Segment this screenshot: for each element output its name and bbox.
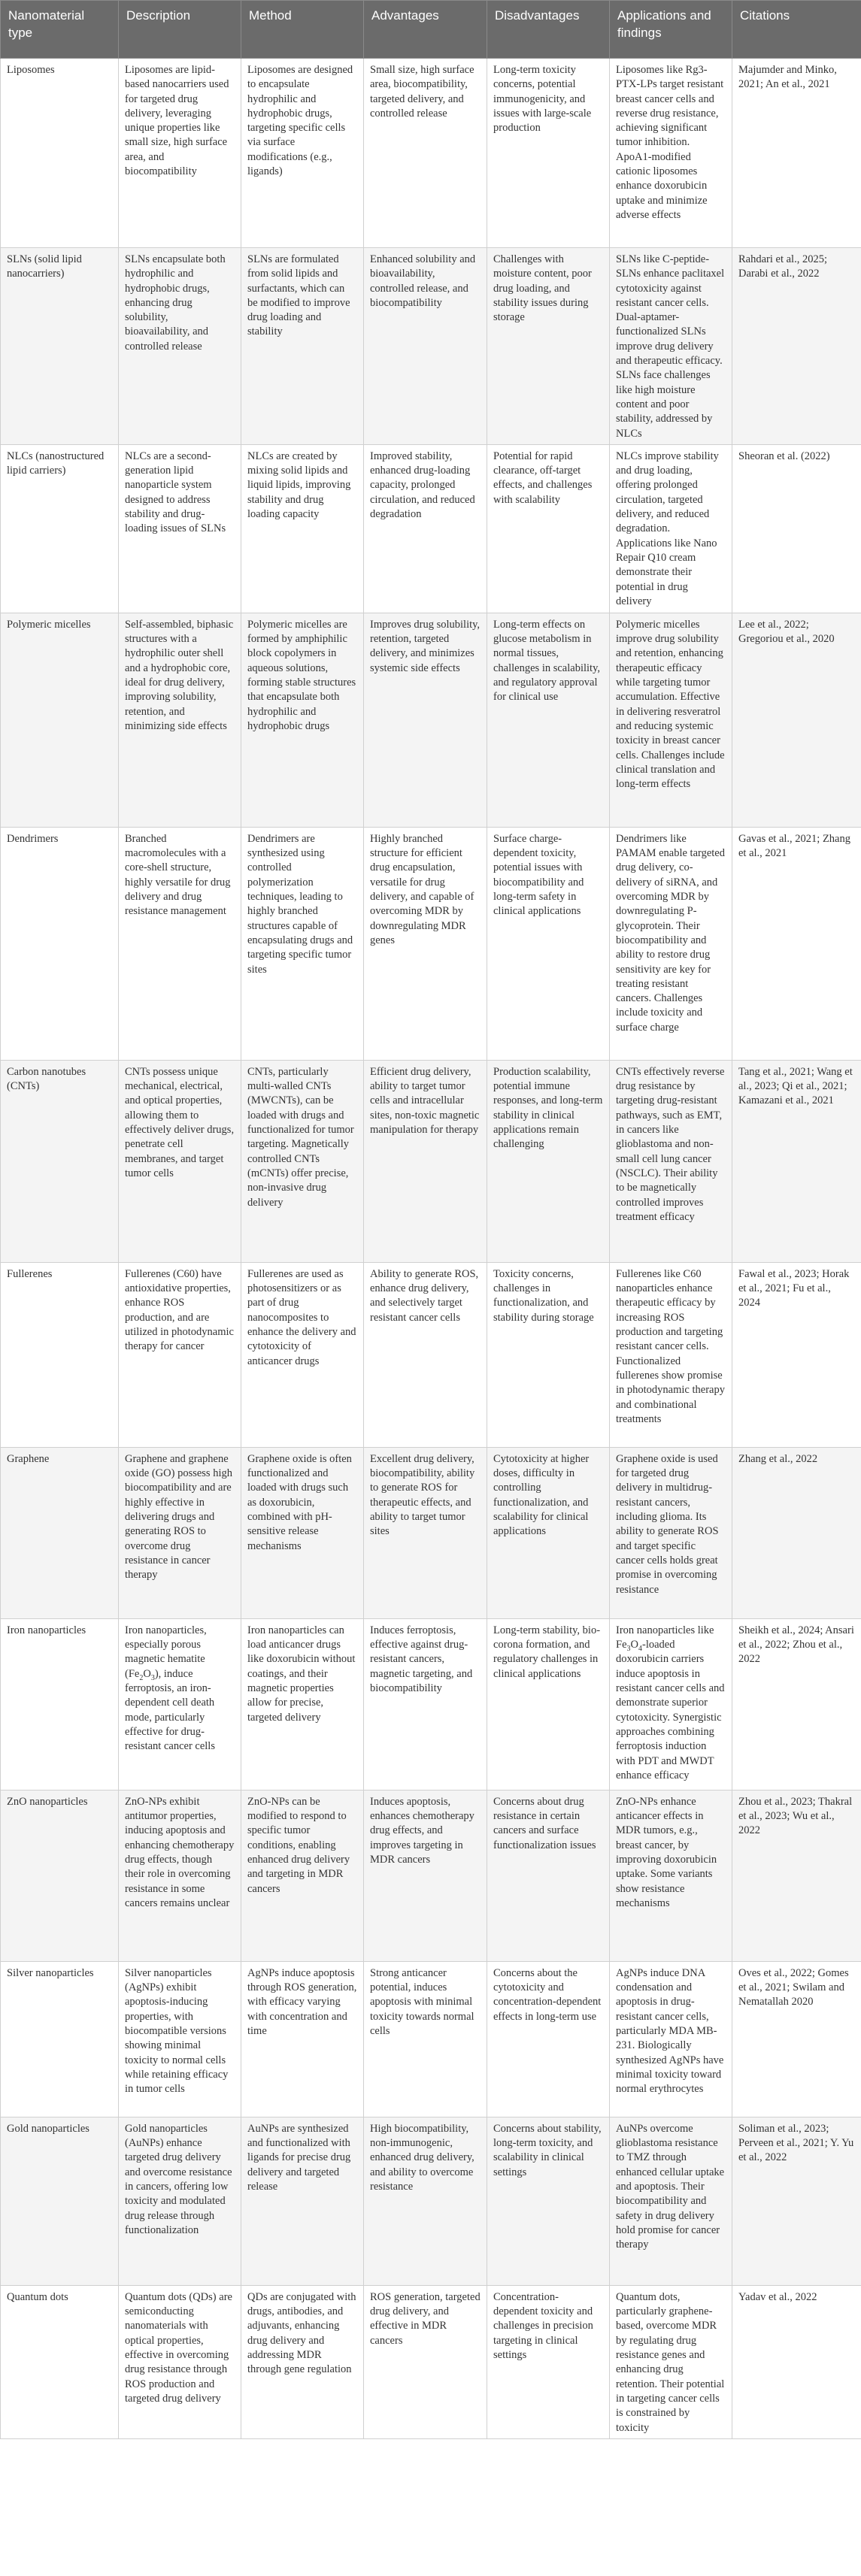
header-description: Description bbox=[119, 1, 241, 59]
cell-advantages: Induces apoptosis, enhances chemotherapy drug effects, and improves targeting in MDR cancers bbox=[364, 1790, 487, 1961]
cell-advantages: Strong anticancer potential, induces apoptosis with minimal toxicity towards normal cells bbox=[364, 1961, 487, 2117]
cell-type: Iron nanoparticles bbox=[1, 1618, 119, 1790]
cell-method: NLCs are created by mixing solid lipids and liquid lipids, improving stability and drug loading capacity bbox=[241, 444, 364, 613]
cell-disadvantages: Surface charge-dependent toxicity, potential issues with biocompatibility and long-term safety in clinical applications bbox=[487, 827, 610, 1060]
cell-applications: Polymeric micelles improve drug solubility and retention, enhancing therapeutic efficacy while targeting tumor accumulation. Effective in delivering resveratrol and reducing systemic toxicity in breast cancer cells. Challenges include clinical translation and long-term effects bbox=[610, 613, 732, 827]
cell-type: Dendrimers bbox=[1, 827, 119, 1060]
cell-disadvantages: Long-term toxicity concerns, potential immunogenicity, and issues with large-scale production bbox=[487, 59, 610, 248]
cell-advantages: Small size, high surface area, biocompatibility, targeted delivery, and controlled release bbox=[364, 59, 487, 248]
cell-disadvantages: Toxicity concerns, challenges in functionalization, and stability during storage bbox=[487, 1262, 610, 1447]
cell-type: NLCs (nanostructured lipid carriers) bbox=[1, 444, 119, 613]
cell-disadvantages: Challenges with moisture content, poor drug loading, and stability issues during storage bbox=[487, 248, 610, 445]
cell-advantages: Highly branched structure for efficient drug encapsulation, versatile for drug delivery, and capable of overcoming MDR by downregulating MDR genes bbox=[364, 827, 487, 1060]
cell-method: QDs are conjugated with drugs, antibodies, and adjuvants, enhancing drug delivery and addressing MDR through gene regulation bbox=[241, 2285, 364, 2438]
table-row bbox=[1, 59, 861, 248]
cell-disadvantages: Cytotoxicity at higher doses, difficulty in controlling functionalization, and scalability for clinical applications bbox=[487, 1447, 610, 1618]
table-row bbox=[1, 1262, 861, 1447]
cell-description: ZnO-NPs exhibit antitumor properties, inducing apoptosis and enhancing chemotherapy drug effects, though their role in overcoming resistance in some cancers remains unclear bbox=[119, 1790, 241, 1961]
cell-citations: Fawal et al., 2023; Horak et al., 2021; Fu et al., 2024 bbox=[732, 1262, 861, 1447]
cell-applications: AuNPs overcome glioblastoma resistance to TMZ through enhanced cellular uptake and apoptosis. Their biocompatibility and safety in drug delivery hold promise for cancer therapy bbox=[610, 2117, 732, 2285]
cell-applications: Liposomes like Rg3-PTX-LPs target resistant breast cancer cells and reverse drug resistance, achieving significant tumor inhibition. ApoA1-modified cationic liposomes enhance doxorubicin uptake and minimize adverse effects bbox=[610, 59, 732, 248]
cell-citations: Yadav et al., 2022 bbox=[732, 2285, 861, 2438]
subscript: 3 bbox=[150, 1673, 155, 1682]
cell-citations: Zhou et al., 2023; Thakral et al., 2023; Wu et al., 2022 bbox=[732, 1790, 861, 1961]
cell-advantages: ROS generation, targeted drug delivery, and effective in MDR cancers bbox=[364, 2285, 487, 2438]
cell-disadvantages: Potential for rapid clearance, off-target effects, and challenges with scalability bbox=[487, 444, 610, 613]
cell-advantages: Efficient drug delivery, ability to target tumor cells and intracellular sites, non-toxic magnetic manipulation for therapy bbox=[364, 1060, 487, 1262]
cell-type: Liposomes bbox=[1, 59, 119, 248]
cell-disadvantages: Concentration-dependent toxicity and challenges in precision targeting in clinical settings bbox=[487, 2285, 610, 2438]
cell-citations: Gavas et al., 2021; Zhang et al., 2021 bbox=[732, 827, 861, 1060]
header-applications: Applications and findings bbox=[610, 1, 732, 59]
cell-citations: Soliman et al., 2023; Perveen et al., 2021; Y. Yu et al., 2022 bbox=[732, 2117, 861, 2285]
cell-advantages: Enhanced solubility and bioavailability, controlled release, and biocompatibility bbox=[364, 248, 487, 445]
table-row bbox=[1, 827, 861, 1060]
cell-type: Fullerenes bbox=[1, 1262, 119, 1447]
table-row bbox=[1, 1447, 861, 1618]
cell-method: AgNPs induce apoptosis through ROS generation, with efficacy varying with concentration and time bbox=[241, 1961, 364, 2117]
cell-applications: AgNPs induce DNA condensation and apoptosis in drug-resistant cancer cells, particularly MDA MB-231. Biologically synthesized AgNPs have minimal toxicity toward normal erythrocytes bbox=[610, 1961, 732, 2117]
subscript: 2 bbox=[139, 1673, 144, 1682]
cell-description: Fullerenes (C60) have antioxidative properties, enhance ROS production, and are utilized in photodynamic therapy for cancer bbox=[119, 1262, 241, 1447]
table-header-row bbox=[1, 1, 861, 59]
cell-type: Polymeric micelles bbox=[1, 613, 119, 827]
text-run: ), induce ferroptosis, an iron-dependent cell death mode, particularly effective for drug-resistant cancer cells bbox=[125, 1667, 215, 1753]
cell-applications: ZnO-NPs enhance anticancer effects in MDR tumors, e.g., breast cancer, by improving doxorubicin uptake. Some variants show resistance mechanisms bbox=[610, 1790, 732, 1961]
cell-method: AuNPs are synthesized and functionalized with ligands for precise drug delivery and targeted release bbox=[241, 2117, 364, 2285]
cell-disadvantages: Concerns about drug resistance in certain cancers and surface functionalization issues bbox=[487, 1790, 610, 1961]
table-row bbox=[1, 1790, 861, 1961]
cell-type: ZnO nanoparticles bbox=[1, 1790, 119, 1961]
cell-disadvantages: Long-term effects on glucose metabolism in normal tissues, challenges in scalability, and regulatory approval for clinical use bbox=[487, 613, 610, 827]
cell-applications: CNTs effectively reverse drug resistance by targeting drug-resistant pathways, such as EMT, in cancers like glioblastoma and non-small cell lung cancer (NSCLC). Their ability to be magnetically controlled improves treatment efficacy bbox=[610, 1060, 732, 1262]
cell-citations: Lee et al., 2022; Gregoriou et al., 2020 bbox=[732, 613, 861, 827]
cell-description: Silver nanoparticles (AgNPs) exhibit apoptosis-inducing properties, with biocompatible versions showing minimal toxicity to normal cells while retaining efficacy in tumor cells bbox=[119, 1961, 241, 2117]
cell-citations: Zhang et al., 2022 bbox=[732, 1447, 861, 1618]
text-run: Iron nanoparticles, especially porous magnetic hematite (Fe bbox=[125, 1624, 207, 1680]
cell-method: Liposomes are designed to encapsulate hydrophilic and hydrophobic drugs, targeting specific cells via surface modifications (e.g., ligands) bbox=[241, 59, 364, 248]
cell-advantages: Improves drug solubility, retention, targeted delivery, and minimizes systemic side effects bbox=[364, 613, 487, 827]
cell-description: CNTs possess unique mechanical, electrical, and optical properties, allowing them to effectively deliver drugs, penetrate cell membranes, and target tumor cells bbox=[119, 1060, 241, 1262]
cell-type: Quantum dots bbox=[1, 2285, 119, 2438]
table-row bbox=[1, 2117, 861, 2285]
header-disadvantages: Disadvantages bbox=[487, 1, 610, 59]
cell-advantages: Ability to generate ROS, enhance drug delivery, and selectively target resistant cancer cells bbox=[364, 1262, 487, 1447]
cell-type: Carbon nanotubes (CNTs) bbox=[1, 1060, 119, 1262]
text-run: Iron nanoparticles like Fe bbox=[616, 1624, 714, 1651]
cell-method: SLNs are formulated from solid lipids and surfactants, which can be modified to improve drug loading and stability bbox=[241, 248, 364, 445]
cell-description: Gold nanoparticles (AuNPs) enhance targeted drug delivery and overcome resistance in cancers, offering low toxicity and modulated drug release through functionalization bbox=[119, 2117, 241, 2285]
cell-applications: Dendrimers like PAMAM enable targeted drug delivery, co-delivery of siRNA, and overcoming MDR by downregulating P-glycoprotein. Their biocompatibility and ability to restore drug sensitivity are key for treating resistant cancers. Challenges include toxicity and surface charge bbox=[610, 827, 732, 1060]
cell-description: Branched macromolecules with a core-shell structure, highly versatile for drug delivery and drug resistance management bbox=[119, 827, 241, 1060]
cell-type: Gold nanoparticles bbox=[1, 2117, 119, 2285]
cell-applications bbox=[610, 1618, 732, 1790]
cell-advantages: High biocompatibility, non-immunogenic, enhanced drug delivery, and ability to overcome resistance bbox=[364, 2117, 487, 2285]
table-row bbox=[1, 1060, 861, 1262]
cell-method: Graphene oxide is often functionalized and loaded with drugs such as doxorubicin, combined with pH-sensitive release mechanisms bbox=[241, 1447, 364, 1618]
header-advantages: Advantages bbox=[364, 1, 487, 59]
cell-description: NLCs are a second-generation lipid nanoparticle system designed to address stability and drug-loading issues of SLNs bbox=[119, 444, 241, 613]
cell-method: CNTs, particularly multi-walled CNTs (MWCNTs), can be loaded with drugs and functionalized for tumor targeting. Magnetically controlled CNTs (mCNTs) offer precise, non-invasive drug delivery bbox=[241, 1060, 364, 1262]
cell-citations: Oves et al., 2022; Gomes et al., 2021; Swilam and Nematallah 2020 bbox=[732, 1961, 861, 2117]
subscript: 4 bbox=[638, 1645, 642, 1654]
cell-method: Polymeric micelles are formed by amphiphilic block copolymers in aqueous solutions, forming stable structures that encapsulate both hydrophilic and hydrophobic drugs bbox=[241, 613, 364, 827]
cell-description: Graphene and graphene oxide (GO) possess high biocompatibility and are highly effective in delivering drugs and generating ROS to overcome drug resistance in cancer therapy bbox=[119, 1447, 241, 1618]
cell-disadvantages: Production scalability, potential immune responses, and long-term stability in clinical applications remain challenging bbox=[487, 1060, 610, 1262]
table-row bbox=[1, 248, 861, 445]
cell-method: Fullerenes are used as photosensitizers or as part of drug nanocomposites to enhance the delivery and cytotoxicity of anticancer drugs bbox=[241, 1262, 364, 1447]
header-citations: Citations bbox=[732, 1, 861, 59]
cell-advantages: Excellent drug delivery, biocompatibility, ability to generate ROS for therapeutic effects, and ability to target tumor sites bbox=[364, 1447, 487, 1618]
text-run: O bbox=[630, 1639, 638, 1651]
cell-method: ZnO-NPs can be modified to respond to specific tumor conditions, enabling enhanced drug delivery and targeting in MDR cancers bbox=[241, 1790, 364, 1961]
cell-description bbox=[119, 1618, 241, 1790]
cell-citations: Sheoran et al. (2022) bbox=[732, 444, 861, 613]
cell-applications: Fullerenes like C60 nanoparticles enhance therapeutic efficacy by increasing ROS production and targeting resistant cancer cells. Functionalized fullerenes show promise in photodynamic therapy and combinational treatments bbox=[610, 1262, 732, 1447]
header-type: Nanomaterial type bbox=[1, 1, 119, 59]
table-row bbox=[1, 1961, 861, 2117]
cell-description: Liposomes are lipid-based nanocarriers used for targeted drug delivery, leveraging unique properties like small size, high surface area, and biocompatibility bbox=[119, 59, 241, 248]
cell-description: SLNs encapsulate both hydrophilic and hydrophobic drugs, enhancing drug solubility, bioavailability, and controlled release bbox=[119, 248, 241, 445]
cell-advantages: Induces ferroptosis, effective against drug-resistant cancers, magnetic targeting, and biocompatibility bbox=[364, 1618, 487, 1790]
subscript: 3 bbox=[626, 1645, 631, 1654]
cell-description: Self-assembled, biphasic structures with a hydrophilic outer shell and a hydrophobic core, ideal for drug delivery, improving solubility, retention, and minimizing side effects bbox=[119, 613, 241, 827]
table-row bbox=[1, 2285, 861, 2438]
cell-disadvantages: Concerns about stability, long-term toxicity, and scalability in clinical settings bbox=[487, 2117, 610, 2285]
cell-citations: Sheikh et al., 2024; Ansari et al., 2022; Zhou et al., 2022 bbox=[732, 1618, 861, 1790]
cell-citations: Tang et al., 2021; Wang et al., 2023; Qi et al., 2021; Kamazani et al., 2021 bbox=[732, 1060, 861, 1262]
text-run: O bbox=[143, 1667, 151, 1680]
cell-advantages: Improved stability, enhanced drug-loading capacity, prolonged circulation, and reduced degradation bbox=[364, 444, 487, 613]
table-row bbox=[1, 444, 861, 613]
cell-applications: SLNs like C-peptide-SLNs enhance paclitaxel cytotoxicity against resistant cancer cells. Dual-aptamer-functionalized SLNs improve drug delivery and therapeutic efficacy. SLNs face challenges like high moisture content and poor stability, addressed by NLCs bbox=[610, 248, 732, 445]
cell-disadvantages: Concerns about the cytotoxicity and concentration-dependent effects in long-term use bbox=[487, 1961, 610, 2117]
cell-description: Quantum dots (QDs) are semiconducting nanomaterials with optical properties, effective in overcoming drug resistance through ROS production and targeted drug delivery bbox=[119, 2285, 241, 2438]
cell-citations: Rahdari et al., 2025; Darabi et al., 2022 bbox=[732, 248, 861, 445]
cell-method: Iron nanoparticles can load anticancer drugs like doxorubicin without coatings, and their magnetic properties allow for precise, targeted delivery bbox=[241, 1618, 364, 1790]
cell-citations: Majumder and Minko, 2021; An et al., 2021 bbox=[732, 59, 861, 248]
cell-method: Dendrimers are synthesized using controlled polymerization techniques, leading to highly branched structures capable of encapsulating drugs and targeting specific tumor sites bbox=[241, 827, 364, 1060]
cell-applications: NLCs improve stability and drug loading, offering prolonged circulation, targeted delivery, and reduced degradation. Applications like Nano Repair Q10 cream demonstrate their potential in drug delivery bbox=[610, 444, 732, 613]
cell-type: Graphene bbox=[1, 1447, 119, 1618]
cell-type: SLNs (solid lipid nanocarriers) bbox=[1, 248, 119, 445]
table-row bbox=[1, 1618, 861, 1790]
text-run: -loaded doxorubicin carriers induce apoptosis in resistant cancer cells and demonstrate superior cytotoxicity. Synergistic approaches combining ferroptosis induction with PDT and MWDT enhance efficacy bbox=[616, 1639, 725, 1781]
cell-disadvantages: Long-term stability, bio-corona formation, and regulatory challenges in clinical applications bbox=[487, 1618, 610, 1790]
cell-applications: Quantum dots, particularly graphene-based, overcome MDR by regulating drug resistance genes and enhancing drug retention. Their potential in targeting cancer cells is constrained by toxicity bbox=[610, 2285, 732, 2438]
cell-type: Silver nanoparticles bbox=[1, 1961, 119, 2117]
header-method: Method bbox=[241, 1, 364, 59]
cell-applications: Graphene oxide is used for targeted drug delivery in multidrug-resistant cancers, including glioma. Its ability to generate ROS and target specific cancer cells holds great promise in overcoming resistance bbox=[610, 1447, 732, 1618]
table-row bbox=[1, 613, 861, 827]
